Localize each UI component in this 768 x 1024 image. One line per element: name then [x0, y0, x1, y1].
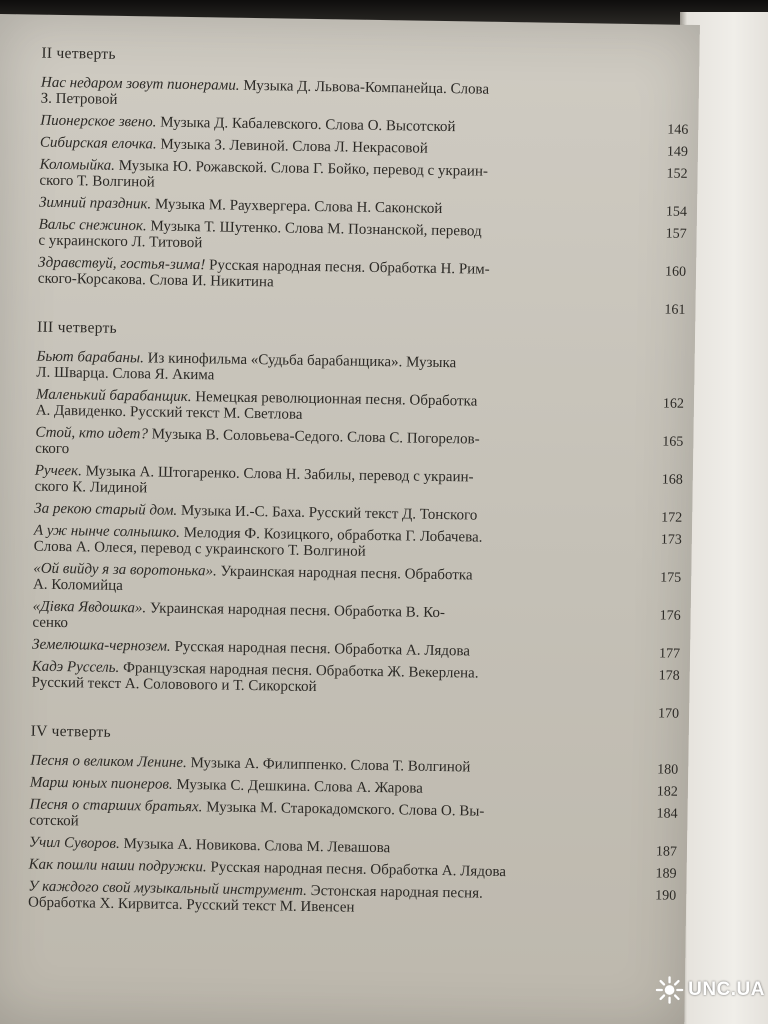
toc-entry — [36, 349, 636, 390]
song-credits: Эстонская народная песня. — [306, 882, 483, 902]
toc-entry — [39, 134, 689, 160]
page-number: 187 — [655, 844, 678, 860]
toc-section — [37, 44, 689, 318]
song-title: Марш юных пионеров. — [29, 774, 173, 793]
toc-entry-line — [30, 775, 630, 800]
song-credits: сотской — [29, 812, 79, 830]
song-credits: Музыка Ю. Рожавской. Слова Г. Бойко, перевод с украин- — [114, 157, 489, 180]
song-title: «Ой вийду я за воротонька». — [33, 560, 217, 580]
toc-entry — [41, 75, 641, 116]
song-credits: Украинская народная песня. Обработка — [216, 563, 473, 584]
page-number: 172 — [661, 510, 683, 526]
toc-entry-line — [29, 835, 629, 860]
song-title: Зимний праздник. — [38, 194, 152, 213]
section-heading: IV четверть — [30, 722, 112, 741]
song-credits: Музыка В. Соловьева-Седого. Слова С. Погорелов- — [147, 426, 480, 448]
song-title: «Дiвка Явдошка». — [32, 598, 147, 617]
toc-entry-line — [40, 135, 640, 160]
song-credits: Музыка Д. Кабалевского. Слова О. Высотской — [156, 114, 456, 136]
toc-entry — [30, 752, 679, 778]
song-credits: А. Давиденко. Русский текст М. Светлова — [35, 402, 303, 423]
song-credits: сенко — [32, 614, 69, 632]
song-title: Пионерское звено. — [40, 112, 157, 131]
song-credits: Музыка З. Левиной. Слова Л. Некрасовой — [156, 136, 428, 157]
page-number: 149 — [666, 144, 689, 160]
song-title: Учил Суворов. — [28, 834, 120, 852]
toc-entry — [28, 834, 678, 860]
page-number: 157 — [665, 226, 687, 242]
page-number: 146 — [667, 122, 689, 138]
page-number: 162 — [662, 396, 685, 412]
song-title: Коломыйка. — [39, 156, 116, 174]
song-credits: ского-Корсакова. Слова И. Никитина — [37, 270, 274, 291]
trailing-page-number-row — [37, 293, 686, 318]
toc-entry — [38, 194, 688, 220]
song-credits: З. Петровой — [40, 90, 118, 108]
toc-entry-line — [30, 753, 630, 778]
song-credits: Русская народная песня. Обработка Н. Рим- — [205, 257, 490, 278]
toc-entry — [40, 112, 689, 138]
toc-entry — [38, 216, 687, 258]
toc-entry — [32, 598, 681, 640]
page-number: 177 — [658, 646, 681, 662]
page-number: 161 — [664, 302, 686, 318]
page-number: 165 — [662, 434, 684, 450]
toc-entry-line — [29, 857, 629, 882]
page-number: 160 — [664, 264, 687, 280]
song-title: А уж нынче солнышко. — [33, 522, 181, 541]
book-page — [0, 14, 700, 1024]
song-title: Стой, кто идет? — [35, 424, 149, 443]
page-number: 190 — [655, 888, 677, 904]
song-credits: с украинского Л. Титовой — [38, 232, 203, 252]
song-credits: Музыка А. Штогаренко. Слова Н. Забилы, перевод с украин- — [81, 463, 474, 486]
watermark-text: UNC.UA — [688, 979, 765, 1000]
section-heading: III четверть — [36, 318, 118, 337]
song-credits: Французская народная песня. Обработка Ж. Векерлена. — [119, 659, 479, 682]
song-credits: ского Т. Волгиной — [39, 172, 155, 191]
toc-entry — [32, 560, 682, 602]
toc-entry-line — [39, 195, 639, 220]
watermark — [655, 968, 765, 1012]
song-title: Песня о великом Ленине. — [30, 752, 187, 772]
song-title: Вальс снежинок. — [38, 216, 147, 235]
song-credits: Из кинофильма «Судьба барабанщика». Музыка — [143, 350, 457, 372]
page-number: 173 — [660, 532, 682, 548]
page-number: 175 — [660, 570, 682, 586]
song-title: Песня о старших братьях. — [29, 796, 203, 816]
toc-entry — [29, 796, 678, 838]
song-credits: Русский текст А. Соловового и Т. Сикорской — [31, 674, 317, 696]
toc-section — [31, 318, 685, 722]
song-title: Маленький барабанщик. — [35, 386, 192, 406]
page-number: 154 — [665, 204, 688, 220]
toc-entry — [29, 774, 678, 800]
page-number: 152 — [666, 166, 688, 182]
song-credits: Музыка С. Дешкина. Слова А. Жарова — [172, 776, 424, 797]
song-title: У каждого свой музыкальный инструмент. — [28, 878, 308, 899]
song-credits: Л. Шварца. Слова Я. Акима — [36, 364, 215, 384]
toc-entry-line — [40, 113, 640, 138]
song-credits: Слова А. Олеся, перевод с украинского Т. Волгиной — [33, 538, 366, 560]
table-of-contents — [27, 37, 689, 926]
toc-entry — [35, 424, 684, 466]
song-credits: Музыка А. Новикова. Слова М. Левашова — [119, 835, 391, 857]
page-number: 170 — [657, 706, 680, 722]
page-number: 182 — [656, 784, 678, 800]
song-credits: ского — [35, 440, 70, 458]
page-number: 168 — [661, 472, 683, 488]
song-title: Бьют барабаны. — [36, 348, 145, 367]
song-credits: Музыка М. Раухвергера. Слова Н. Саконской — [151, 196, 443, 217]
song-credits: Музыка Д. Львова-Компанейца. Слова — [239, 77, 490, 98]
song-credits: Обработка Х. Кирвитса. Русский текст М. Ивенсен — [27, 894, 355, 916]
song-credits: А. Коломийца — [32, 576, 123, 594]
toc-entry — [28, 856, 677, 882]
toc-entry — [31, 658, 680, 700]
toc-entry — [34, 500, 683, 526]
page-number: 180 — [657, 762, 679, 778]
toc-entry — [39, 156, 688, 198]
song-credits: Украинская народная песня. Обработка В. Ко- — [146, 600, 446, 622]
song-title: Здравствуй, гостья-зима! — [37, 254, 206, 274]
song-title: Земелюшка-чернозем. — [31, 636, 171, 655]
toc-entry — [37, 254, 687, 296]
page-number: 178 — [658, 668, 680, 684]
page-number: 189 — [655, 866, 677, 882]
song-credits: Музыка И.-С. Баха. Русский текст Д. Тонского — [177, 502, 478, 524]
toc-section — [27, 722, 679, 920]
song-title: Сибирская елочка. — [39, 134, 157, 153]
page-number: 184 — [656, 806, 678, 822]
toc-entry — [33, 522, 682, 564]
song-credits: Мелодия Ф. Козицкого, обработка Г. Лобачева. — [179, 524, 483, 546]
page-number: 176 — [659, 608, 681, 624]
toc-entry — [27, 878, 677, 920]
song-title: Нас недаром зовут пионерами. — [40, 74, 240, 94]
toc-entry-line — [32, 637, 632, 662]
song-title: Кадэ Руссель. — [31, 658, 120, 676]
song-title: За рекою старый дом. — [34, 500, 178, 519]
song-credits: Русская народная песня. Обработка А. Лядова — [206, 859, 507, 881]
toc-entry-line — [34, 501, 634, 526]
song-title: Как пошли наши подружки. — [28, 856, 207, 876]
toc-entry — [34, 462, 683, 504]
song-credits: Немецкая революционная песня. Обработка — [191, 389, 478, 410]
song-title: Ручеек. — [34, 462, 83, 480]
sun-logo-icon — [655, 975, 684, 1005]
song-credits: Русская народная песня. Обработка А. Лядова — [170, 638, 471, 660]
song-credits: Музыка А. Филиппенко. Слова Т. Волгиной — [186, 755, 471, 776]
toc-entry — [31, 636, 681, 662]
section-heading: II четверть — [41, 44, 116, 63]
toc-entry — [35, 386, 685, 428]
trailing-page-number-row — [31, 697, 680, 722]
song-credits: Музыка Т. Шутенко. Слова М. Познанской, перевод — [146, 218, 482, 240]
song-credits: ского К. Лидиной — [34, 478, 148, 497]
song-credits: Музыка М. Старокадомского. Слова О. Вы- — [202, 799, 485, 820]
